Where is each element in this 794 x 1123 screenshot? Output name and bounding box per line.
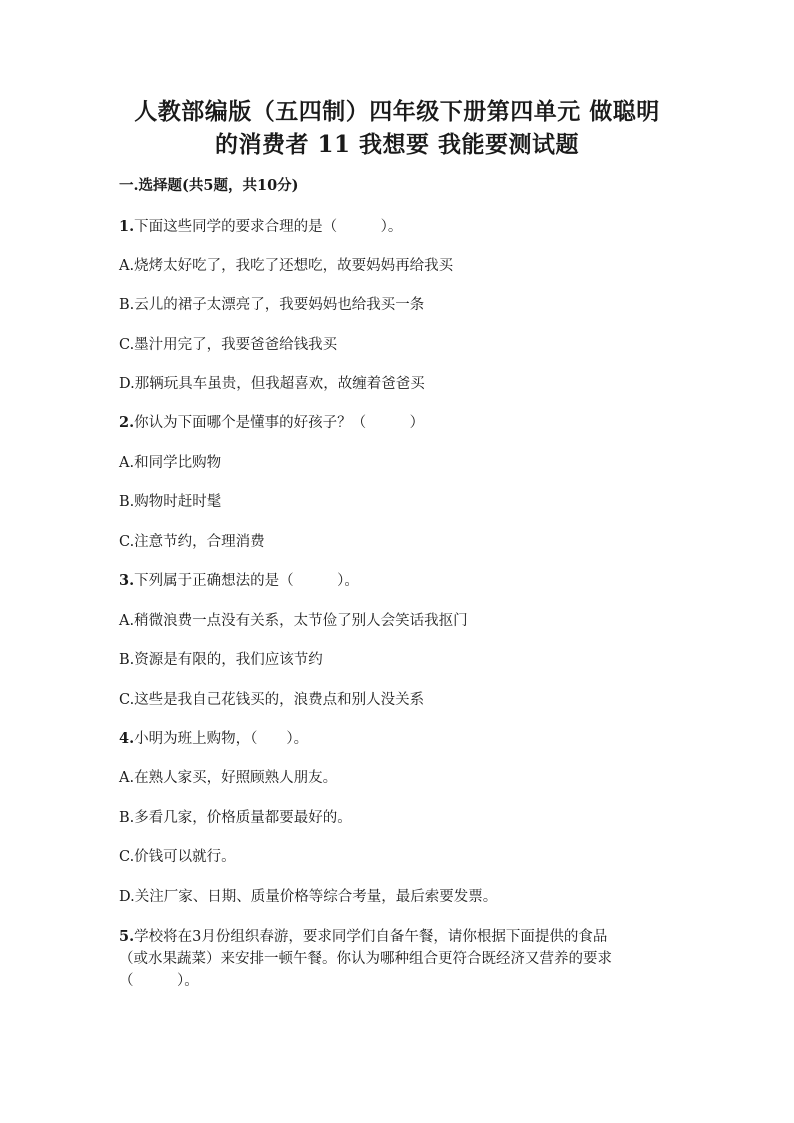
question-stem: 你认为下面哪个是懂事的好孩子？（ ）	[134, 415, 425, 431]
question-4-option-c: C.价钱可以就行。	[119, 849, 236, 865]
question-2-option-a: A.和同学比购物	[119, 455, 222, 471]
question-4-option-b: B.多看几家，价格质量都要最好的。	[119, 810, 352, 826]
question-1-option-a: A.烧烤太好吃了，我吃了还想吃，故要妈妈再给我买	[119, 258, 454, 274]
section-heading-multiple-choice: 一.选择题(共5题，共10分)	[119, 177, 299, 194]
question-2	[119, 412, 424, 434]
question-2-option-b: B.购物时赶时髦	[119, 494, 222, 510]
question-number: 2.	[119, 414, 135, 431]
question-4-option-a: A.在熟人家买，好照顾熟人朋友。	[119, 770, 338, 786]
question-5-line-1	[119, 926, 679, 948]
question-5-line-3: （ ）。	[119, 973, 199, 989]
question-1	[119, 216, 402, 238]
question-4	[119, 728, 308, 750]
question-number: 3.	[119, 572, 135, 589]
question-stem: 学校将在3月份组织春游，要求同学们自备午餐，请你根据下面提供的食品	[134, 929, 608, 945]
question-2-option-c: C.注意节约，合理消费	[119, 534, 265, 550]
question-3-option-c: C.这些是我自己花钱买的，浪费点和别人没关系	[119, 692, 425, 708]
question-stem: 下面这些同学的要求合理的是（ ）。	[134, 219, 403, 235]
question-3-option-a: A.稍微浪费一点没有关系，太节俭了别人会笑话我抠门	[119, 613, 468, 629]
question-3	[119, 570, 359, 592]
question-1-option-c: C.墨汁用完了，我要爸爸给钱我买	[119, 337, 338, 353]
question-4-option-d: D.关注厂家、日期、质量价格等综合考量，最后索要发票。	[119, 889, 498, 905]
question-1-option-d: D.那辆玩具车虽贵，但我超喜欢，故缠着爸爸买	[119, 376, 425, 392]
question-number: 1.	[119, 218, 135, 235]
question-number: 5.	[119, 928, 135, 945]
question-3-option-b: B.资源是有限的，我们应该节约	[119, 652, 323, 668]
question-stem: 下列属于正确想法的是（ ）。	[134, 573, 359, 589]
document-title-line-1: 人教部编版（五四制）四年级下册第四单元 做聪明	[134, 98, 660, 125]
question-number: 4.	[119, 730, 135, 747]
question-1-option-b: B.云儿的裙子太漂亮了，我要妈妈也给我买一条	[119, 297, 425, 313]
document-title-line-2: 的消费者 11 我想要 我能要测试题	[214, 131, 580, 158]
question-5-line-2: （或水果蔬菜）来安排一顿午餐。你认为哪种组合更符合既经济又营养的要求	[119, 951, 612, 967]
question-5	[119, 926, 679, 992]
question-stem: 小明为班上购物，（ ）。	[134, 731, 309, 747]
